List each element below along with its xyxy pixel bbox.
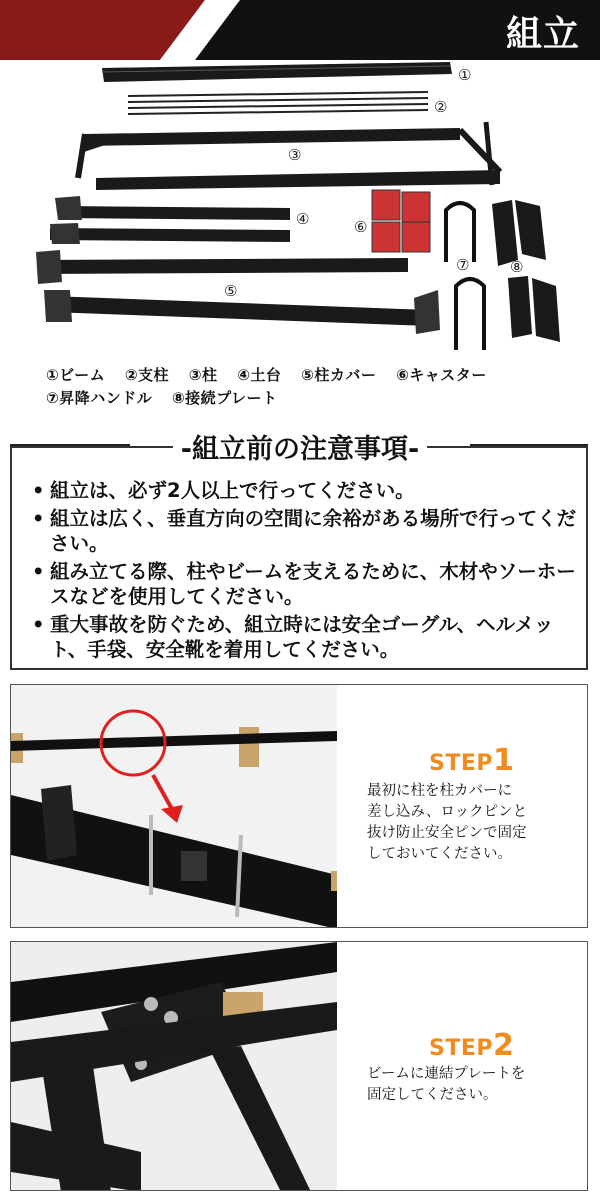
plates-part <box>492 200 560 342</box>
caution-box <box>10 446 588 670</box>
step-1-illustration <box>11 685 337 927</box>
part-number-3: ③ <box>288 146 302 164</box>
parts-illustration <box>0 60 600 360</box>
legend-item: ⑥キャスター <box>396 366 487 384</box>
legend-item: ④土台 <box>237 366 282 384</box>
legend-item: ⑧接続プレート <box>171 389 278 407</box>
step-2-illustration <box>11 942 337 1190</box>
caution-item: • 組み立てる際、柱やビームを支えるために、木材やソーホースなどを使用してください。 <box>32 560 576 608</box>
legend-item: ③柱 <box>188 366 218 384</box>
legend-item: ⑦昇降ハンドル <box>46 389 153 407</box>
handles-part <box>446 203 484 350</box>
page-title: 組立 <box>505 14 580 55</box>
part-number-2: ② <box>434 98 448 116</box>
step-1-text: 最初に柱を柱カバーに 差し込み、ロックピンと 抜け防止安全ピンで固定 しておいてください。 <box>367 783 528 862</box>
parts-legend-row-1 <box>46 364 501 385</box>
step-1-photo <box>11 685 337 927</box>
caution-list <box>30 478 580 665</box>
header-banner <box>0 0 600 60</box>
caution-item: • 組立は、必ず2人以上で行ってください。 <box>32 479 415 502</box>
bullet: • <box>32 507 45 530</box>
part-number-4: ④ <box>296 210 310 228</box>
part-number-1: ① <box>458 66 472 84</box>
caution-item: • 重大事故を防ぐため、組立時には安全ゴーグル、ヘルメット、手袋、安全靴を着用してください。 <box>32 613 554 661</box>
legend-item: ⑤柱カバー <box>301 366 377 384</box>
support-rods <box>128 92 428 114</box>
beam-part <box>102 62 452 82</box>
parts-legend-row-2 <box>46 387 292 408</box>
base-part <box>50 196 290 244</box>
column-cover-part <box>36 250 440 334</box>
part-number-7: ⑦ <box>456 256 470 274</box>
step-2-photo <box>11 942 337 1190</box>
step-2-panel <box>10 941 588 1191</box>
part-number-8: ⑧ <box>510 258 524 276</box>
bullet: • <box>32 613 45 636</box>
caution-title: -組立前の注意事項- <box>173 434 427 465</box>
bullet: • <box>32 560 45 583</box>
casters-part <box>372 190 430 252</box>
step-1-panel <box>10 684 588 928</box>
step-1-label: STEP1 <box>429 743 515 778</box>
step-2-text: ビームに連結プレートを 固定してください。 <box>367 1066 526 1103</box>
legend-item: ②支柱 <box>124 366 170 384</box>
caution-heading <box>0 425 600 465</box>
step-2-label: STEP2 <box>429 1028 515 1063</box>
legend-item: ①ビーム <box>46 366 106 384</box>
part-number-6: ⑥ <box>354 218 368 236</box>
bullet: • <box>32 479 45 502</box>
part-number-5: ⑤ <box>224 282 238 300</box>
caution-item: • 組立は広く、垂直方向の空間に余裕がある場所で行ってください。 <box>32 507 577 555</box>
